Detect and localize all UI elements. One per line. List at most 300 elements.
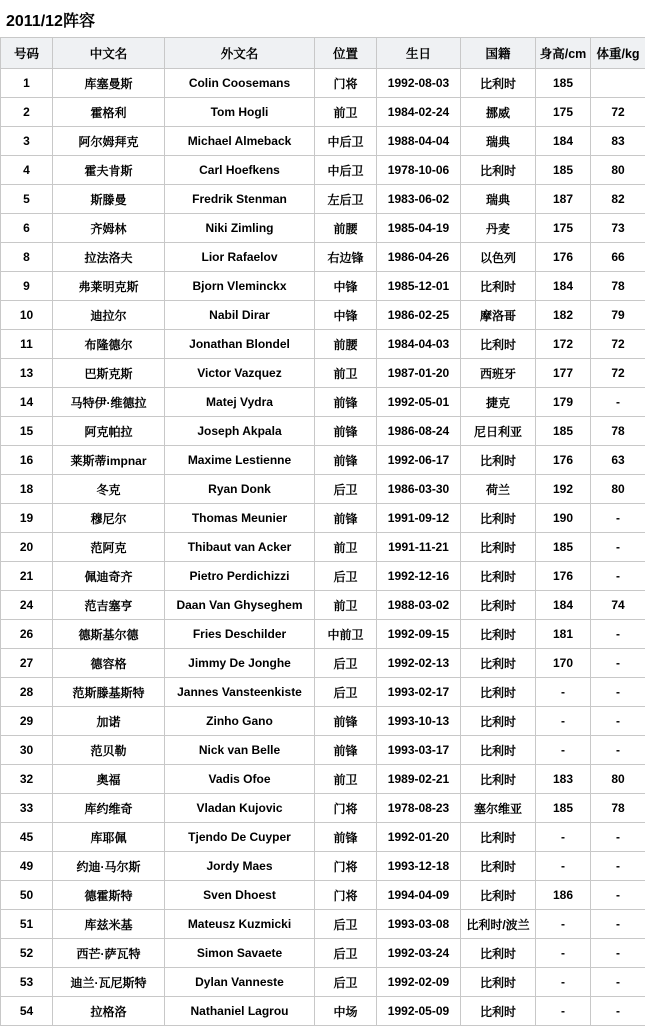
table-row [1,736,645,765]
cell-chinese-name: 德斯基尔德 [53,620,165,649]
table-row [1,156,645,185]
cell-number: 33 [1,794,53,823]
cell-chinese-name: 冬克 [53,475,165,504]
column-header-number: 号码 [1,38,53,69]
cell-birthday: 1985-04-19 [377,214,461,243]
cell-height: - [536,939,591,968]
cell-number: 20 [1,533,53,562]
table-row [1,330,645,359]
cell-foreign-name: Jordy Maes [165,852,315,881]
cell-birthday: 1992-05-09 [377,997,461,1026]
cell-number: 54 [1,997,53,1026]
cell-birthday: 1992-02-13 [377,649,461,678]
cell-weight: 80 [591,765,645,794]
cell-birthday: 1991-11-21 [377,533,461,562]
cell-birthday: 1994-04-09 [377,881,461,910]
cell-chinese-name: 范阿克 [53,533,165,562]
cell-number: 32 [1,765,53,794]
cell-height: 187 [536,185,591,214]
cell-number: 10 [1,301,53,330]
column-header-height: 身高/cm [536,38,591,69]
cell-chinese-name: 库约维奇 [53,794,165,823]
cell-height: 185 [536,156,591,185]
cell-foreign-name: Thibaut van Acker [165,533,315,562]
cell-weight: 78 [591,794,645,823]
cell-height: - [536,823,591,852]
column-header-position: 位置 [315,38,377,69]
cell-weight: - [591,881,645,910]
cell-chinese-name: 齐姆林 [53,214,165,243]
table-row [1,185,645,214]
cell-weight: - [591,910,645,939]
cell-position: 门将 [315,852,377,881]
cell-nationality: 捷克 [461,388,536,417]
cell-weight: - [591,678,645,707]
cell-chinese-name: 布隆德尔 [53,330,165,359]
cell-height: 175 [536,214,591,243]
cell-number: 13 [1,359,53,388]
cell-chinese-name: 巴斯克斯 [53,359,165,388]
cell-position: 中后卫 [315,127,377,156]
cell-weight: 80 [591,156,645,185]
cell-number: 2 [1,98,53,127]
table-row [1,127,645,156]
table-row [1,939,645,968]
cell-weight: - [591,736,645,765]
cell-foreign-name: Zinho Gano [165,707,315,736]
cell-foreign-name: Michael Almeback [165,127,315,156]
cell-birthday: 1993-02-17 [377,678,461,707]
table-row [1,997,645,1026]
cell-birthday: 1993-03-17 [377,736,461,765]
cell-foreign-name: Tjendo De Cuyper [165,823,315,852]
table-header-row [1,38,645,69]
table-row [1,272,645,301]
cell-nationality: 比利时 [461,823,536,852]
cell-nationality: 比利时 [461,330,536,359]
cell-height: 192 [536,475,591,504]
cell-weight: - [591,707,645,736]
cell-chinese-name: 佩迪奇齐 [53,562,165,591]
cell-position: 后卫 [315,678,377,707]
cell-position: 中锋 [315,301,377,330]
cell-foreign-name: Maxime Lestienne [165,446,315,475]
cell-weight: - [591,620,645,649]
cell-nationality: 比利时 [461,939,536,968]
cell-chinese-name: 范吉塞亨 [53,591,165,620]
cell-number: 18 [1,475,53,504]
cell-weight: - [591,504,645,533]
cell-weight: 72 [591,359,645,388]
cell-weight: - [591,939,645,968]
cell-number: 14 [1,388,53,417]
cell-position: 左后卫 [315,185,377,214]
cell-foreign-name: Nabil Dirar [165,301,315,330]
cell-chinese-name: 奥福 [53,765,165,794]
cell-chinese-name: 库兹米基 [53,910,165,939]
cell-birthday: 1992-03-24 [377,939,461,968]
cell-foreign-name: Nathaniel Lagrou [165,997,315,1026]
cell-weight: - [591,997,645,1026]
cell-position: 右边锋 [315,243,377,272]
cell-height: 183 [536,765,591,794]
cell-birthday: 1992-05-01 [377,388,461,417]
cell-height: - [536,910,591,939]
cell-nationality: 塞尔维亚 [461,794,536,823]
cell-position: 前锋 [315,823,377,852]
cell-birthday: 1978-08-23 [377,794,461,823]
cell-foreign-name: Vadis Ofoe [165,765,315,794]
cell-number: 4 [1,156,53,185]
cell-weight: 78 [591,272,645,301]
cell-position: 前卫 [315,591,377,620]
cell-birthday: 1984-02-24 [377,98,461,127]
cell-height: 172 [536,330,591,359]
table-row [1,707,645,736]
table-row [1,359,645,388]
cell-chinese-name: 马特伊·维德拉 [53,388,165,417]
cell-position: 前卫 [315,98,377,127]
cell-weight: 78 [591,417,645,446]
table-body [1,69,645,1026]
cell-number: 30 [1,736,53,765]
cell-nationality: 以色列 [461,243,536,272]
cell-position: 后卫 [315,562,377,591]
table-row [1,301,645,330]
cell-weight: - [591,852,645,881]
cell-chinese-name: 阿克帕拉 [53,417,165,446]
table-row [1,98,645,127]
cell-birthday: 1992-09-15 [377,620,461,649]
cell-nationality: 比利时 [461,765,536,794]
cell-foreign-name: Jonathan Blondel [165,330,315,359]
cell-height: 185 [536,533,591,562]
cell-foreign-name: Colin Coosemans [165,69,315,98]
cell-height: 185 [536,794,591,823]
cell-chinese-name: 库耶佩 [53,823,165,852]
cell-height: 184 [536,127,591,156]
cell-height: 181 [536,620,591,649]
cell-chinese-name: 弗莱明克斯 [53,272,165,301]
cell-nationality: 瑞典 [461,185,536,214]
cell-height: 185 [536,417,591,446]
cell-position: 后卫 [315,649,377,678]
table-row [1,794,645,823]
cell-foreign-name: Jannes Vansteenkiste [165,678,315,707]
cell-position: 前锋 [315,504,377,533]
cell-nationality: 比利时 [461,446,536,475]
cell-birthday: 1986-04-26 [377,243,461,272]
cell-chinese-name: 霍格利 [53,98,165,127]
cell-foreign-name: Mateusz Kuzmicki [165,910,315,939]
table-row [1,475,645,504]
cell-birthday: 1988-04-04 [377,127,461,156]
cell-foreign-name: Ryan Donk [165,475,315,504]
column-header-foreign-name: 外文名 [165,38,315,69]
cell-nationality: 比利时 [461,707,536,736]
cell-nationality: 西班牙 [461,359,536,388]
page-title: 2011/12阵容 [6,13,95,30]
cell-number: 53 [1,968,53,997]
cell-height: 179 [536,388,591,417]
cell-birthday: 1987-01-20 [377,359,461,388]
table-row [1,243,645,272]
cell-height: 177 [536,359,591,388]
cell-nationality: 比利时 [461,156,536,185]
cell-foreign-name: Tom Hogli [165,98,315,127]
cell-birthday: 1988-03-02 [377,591,461,620]
cell-chinese-name: 约迪·马尔斯 [53,852,165,881]
cell-position: 后卫 [315,968,377,997]
cell-foreign-name: Nick van Belle [165,736,315,765]
cell-chinese-name: 莱斯蒂impnar [53,446,165,475]
cell-nationality: 比利时 [461,562,536,591]
cell-nationality: 比利时 [461,504,536,533]
table-row [1,910,645,939]
cell-height: - [536,736,591,765]
table-row [1,852,645,881]
cell-position: 门将 [315,69,377,98]
cell-height: - [536,707,591,736]
cell-birthday: 1984-04-03 [377,330,461,359]
cell-number: 49 [1,852,53,881]
cell-birthday: 1993-12-18 [377,852,461,881]
table-row [1,214,645,243]
cell-position: 前腰 [315,330,377,359]
column-header-birthday: 生日 [377,38,461,69]
cell-foreign-name: Vladan Kujovic [165,794,315,823]
table-header [1,38,645,69]
cell-weight: 82 [591,185,645,214]
cell-weight: - [591,968,645,997]
cell-position: 门将 [315,794,377,823]
cell-position: 门将 [315,881,377,910]
cell-number: 1 [1,69,53,98]
cell-number: 11 [1,330,53,359]
cell-foreign-name: Matej Vydra [165,388,315,417]
table-row [1,446,645,475]
cell-foreign-name: Pietro Perdichizzi [165,562,315,591]
cell-number: 26 [1,620,53,649]
cell-position: 中后卫 [315,156,377,185]
cell-foreign-name: Bjorn Vleminckx [165,272,315,301]
cell-birthday: 1978-10-06 [377,156,461,185]
cell-number: 50 [1,881,53,910]
cell-nationality: 比利时 [461,533,536,562]
cell-position: 中前卫 [315,620,377,649]
table-row [1,417,645,446]
cell-birthday: 1992-12-16 [377,562,461,591]
table-row [1,620,645,649]
cell-chinese-name: 拉法洛夫 [53,243,165,272]
cell-nationality: 荷兰 [461,475,536,504]
cell-nationality: 比利时 [461,591,536,620]
cell-weight: 72 [591,98,645,127]
cell-position: 后卫 [315,910,377,939]
cell-chinese-name: 拉格洛 [53,997,165,1026]
cell-position: 前卫 [315,359,377,388]
cell-nationality: 摩洛哥 [461,301,536,330]
cell-foreign-name: Dylan Vanneste [165,968,315,997]
cell-nationality: 比利时 [461,620,536,649]
cell-weight: - [591,562,645,591]
cell-nationality: 比利时 [461,852,536,881]
cell-birthday: 1993-10-13 [377,707,461,736]
cell-height: 185 [536,69,591,98]
squad-page [0,8,645,1026]
cell-number: 28 [1,678,53,707]
cell-foreign-name: Victor Vazquez [165,359,315,388]
cell-foreign-name: Simon Savaete [165,939,315,968]
cell-position: 前腰 [315,214,377,243]
cell-foreign-name: Niki Zimling [165,214,315,243]
cell-chinese-name: 德容格 [53,649,165,678]
cell-nationality: 挪威 [461,98,536,127]
cell-chinese-name: 霍夫肯斯 [53,156,165,185]
cell-nationality: 比利时/波兰 [461,910,536,939]
table-row [1,678,645,707]
cell-position: 前锋 [315,388,377,417]
cell-birthday: 1983-06-02 [377,185,461,214]
cell-number: 51 [1,910,53,939]
cell-chinese-name: 迪拉尔 [53,301,165,330]
cell-nationality: 瑞典 [461,127,536,156]
cell-birthday: 1989-02-21 [377,765,461,794]
cell-height: 184 [536,591,591,620]
table-row [1,388,645,417]
column-header-nationality: 国籍 [461,38,536,69]
cell-nationality: 比利时 [461,968,536,997]
cell-weight: 63 [591,446,645,475]
cell-position: 后卫 [315,475,377,504]
cell-chinese-name: 斯滕曼 [53,185,165,214]
cell-chinese-name: 范贝勒 [53,736,165,765]
cell-height: 176 [536,446,591,475]
cell-foreign-name: Lior Rafaelov [165,243,315,272]
cell-number: 27 [1,649,53,678]
cell-height: - [536,678,591,707]
cell-weight: - [591,649,645,678]
cell-birthday: 1993-03-08 [377,910,461,939]
cell-weight: 72 [591,330,645,359]
cell-number: 29 [1,707,53,736]
table-row [1,533,645,562]
cell-birthday: 1991-09-12 [377,504,461,533]
cell-weight: 83 [591,127,645,156]
cell-position: 前锋 [315,736,377,765]
cell-height: - [536,997,591,1026]
cell-birthday: 1986-08-24 [377,417,461,446]
cell-number: 9 [1,272,53,301]
cell-number: 3 [1,127,53,156]
cell-number: 6 [1,214,53,243]
cell-chinese-name: 范斯滕基斯特 [53,678,165,707]
squad-table [0,37,645,1026]
cell-number: 15 [1,417,53,446]
cell-height: - [536,968,591,997]
cell-height: 190 [536,504,591,533]
cell-nationality: 比利时 [461,736,536,765]
cell-chinese-name: 穆尼尔 [53,504,165,533]
cell-foreign-name: Sven Dhoest [165,881,315,910]
table-row [1,591,645,620]
cell-foreign-name: Jimmy De Jonghe [165,649,315,678]
column-header-weight: 体重/kg [591,38,645,69]
table-row [1,69,645,98]
cell-number: 45 [1,823,53,852]
cell-weight: 66 [591,243,645,272]
cell-nationality: 比利时 [461,678,536,707]
cell-number: 8 [1,243,53,272]
cell-birthday: 1992-08-03 [377,69,461,98]
cell-chinese-name: 阿尔姆拜克 [53,127,165,156]
cell-weight: - [591,533,645,562]
table-row [1,765,645,794]
cell-chinese-name: 加诺 [53,707,165,736]
cell-position: 中锋 [315,272,377,301]
cell-nationality: 比利时 [461,881,536,910]
table-row [1,649,645,678]
cell-weight [591,69,645,98]
cell-birthday: 1986-02-25 [377,301,461,330]
cell-number: 52 [1,939,53,968]
cell-weight: 74 [591,591,645,620]
cell-nationality: 尼日利亚 [461,417,536,446]
table-row [1,881,645,910]
cell-foreign-name: Daan Van Ghyseghem [165,591,315,620]
cell-number: 21 [1,562,53,591]
cell-nationality: 比利时 [461,69,536,98]
cell-chinese-name: 德霍斯特 [53,881,165,910]
cell-foreign-name: Fredrik Stenman [165,185,315,214]
cell-height: 182 [536,301,591,330]
cell-nationality: 比利时 [461,272,536,301]
cell-position: 前卫 [315,765,377,794]
cell-nationality: 丹麦 [461,214,536,243]
cell-birthday: 1992-01-20 [377,823,461,852]
cell-position: 前锋 [315,707,377,736]
table-row [1,562,645,591]
cell-position: 中场 [315,997,377,1026]
cell-number: 5 [1,185,53,214]
cell-weight: 80 [591,475,645,504]
cell-height: 184 [536,272,591,301]
cell-position: 前锋 [315,446,377,475]
cell-height: 186 [536,881,591,910]
cell-nationality: 比利时 [461,649,536,678]
cell-number: 16 [1,446,53,475]
cell-birthday: 1986-03-30 [377,475,461,504]
cell-chinese-name: 库塞曼斯 [53,69,165,98]
cell-weight: 73 [591,214,645,243]
cell-weight: - [591,388,645,417]
cell-position: 前卫 [315,533,377,562]
cell-position: 后卫 [315,939,377,968]
cell-height: 176 [536,562,591,591]
cell-number: 19 [1,504,53,533]
cell-weight: - [591,823,645,852]
cell-birthday: 1992-02-09 [377,968,461,997]
cell-foreign-name: Joseph Akpala [165,417,315,446]
cell-foreign-name: Fries Deschilder [165,620,315,649]
cell-birthday: 1985-12-01 [377,272,461,301]
cell-birthday: 1992-06-17 [377,446,461,475]
cell-foreign-name: Carl Hoefkens [165,156,315,185]
cell-height: 175 [536,98,591,127]
cell-height: 176 [536,243,591,272]
cell-height: - [536,852,591,881]
cell-number: 24 [1,591,53,620]
